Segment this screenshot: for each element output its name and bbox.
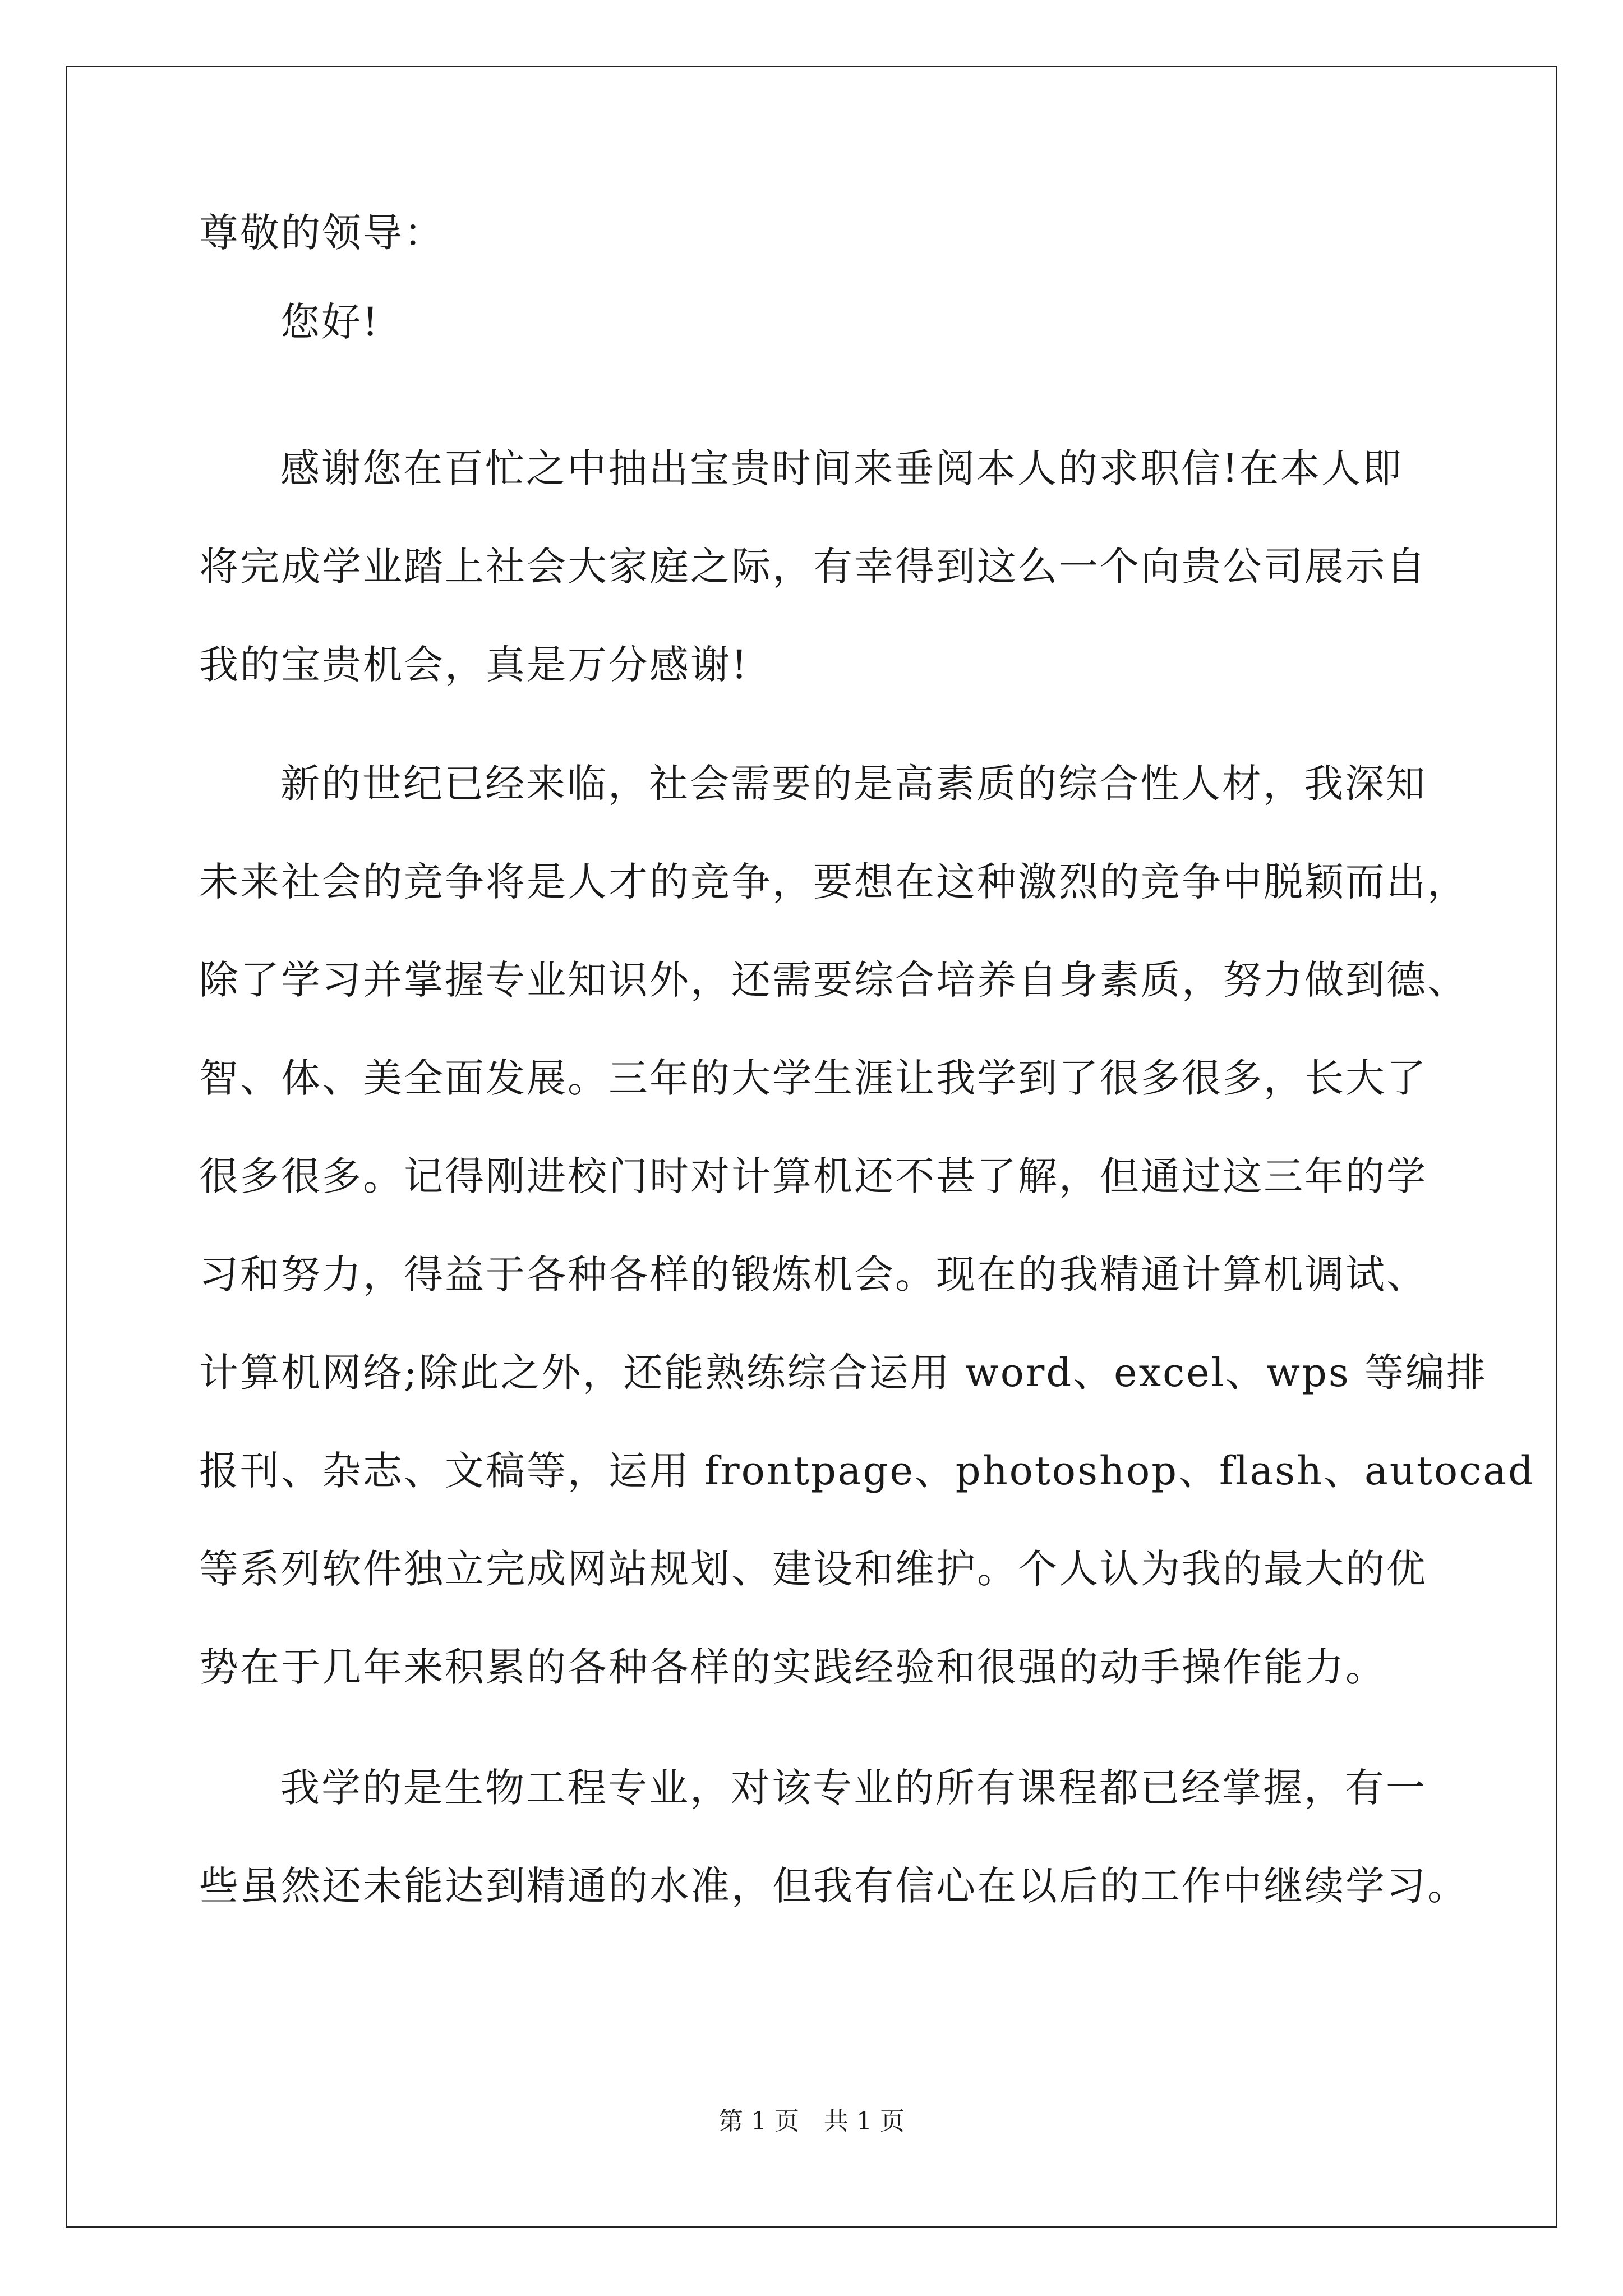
paragraph-2-line-3: 除了学习并掌握专业知识外，还需要综合培养自身素质，努力做到德、 <box>199 957 1468 1003</box>
paragraph-2-line-4: 智、体、美全面发展。三年的大学生涯让我学到了很多很多，长大了 <box>199 1055 1427 1101</box>
paragraph-2-line-9: 等系列软件独立完成网站规划、建设和维护。个人认为我的最大的优 <box>199 1546 1427 1592</box>
salutation: 尊敬的领导： <box>199 210 445 256</box>
paragraph-2-line-1: 新的世纪已经来临，社会需要的是高素质的综合性人材，我深知 <box>280 761 1427 807</box>
paragraph-2-line-5: 很多很多。记得刚进校门时对计算机还不甚了解，但通过这三年的学 <box>199 1153 1427 1199</box>
paragraph-2-line-6: 习和努力，得益于各种各样的锻炼机会。现在的我精通计算机调试、 <box>199 1251 1427 1297</box>
paragraph-1-line-2: 将完成学业踏上社会大家庭之际，有幸得到这么一个向贵公司展示自 <box>199 544 1427 590</box>
paragraph-2-line-10: 势在于几年来积累的各种各样的实践经验和很强的动手操作能力。 <box>199 1644 1386 1690</box>
paragraph-2-line-7: 计算机网络;除此之外，还能熟练综合运用 word、excel、wps 等编排 <box>199 1350 1487 1396</box>
paragraph-2-line-8: 报刊、杂志、文稿等，运用 frontpage、photoshop、flash、autocad <box>199 1448 1535 1494</box>
paragraph-1-line-3: 我的宝贵机会，真是万分感谢! <box>199 642 749 688</box>
paragraph-3-line-2: 些虽然还未能达到精通的水准，但我有信心在以后的工作中继续学习。 <box>199 1863 1468 1909</box>
paragraph-2-line-2: 未来社会的竞争将是人才的竞争，要想在这种激烈的竞争中脱颖而出， <box>199 859 1468 905</box>
page-footer: 第 1 页 共 1 页 <box>718 2107 905 2136</box>
paragraph-1-line-1: 感谢您在百忙之中抽出宝贵时间来垂阅本人的求职信!在本人即 <box>280 445 1404 491</box>
greeting: 您好! <box>280 299 380 345</box>
paragraph-3-line-1: 我学的是生物工程专业，对该专业的所有课程都已经掌握，有一 <box>280 1765 1427 1811</box>
